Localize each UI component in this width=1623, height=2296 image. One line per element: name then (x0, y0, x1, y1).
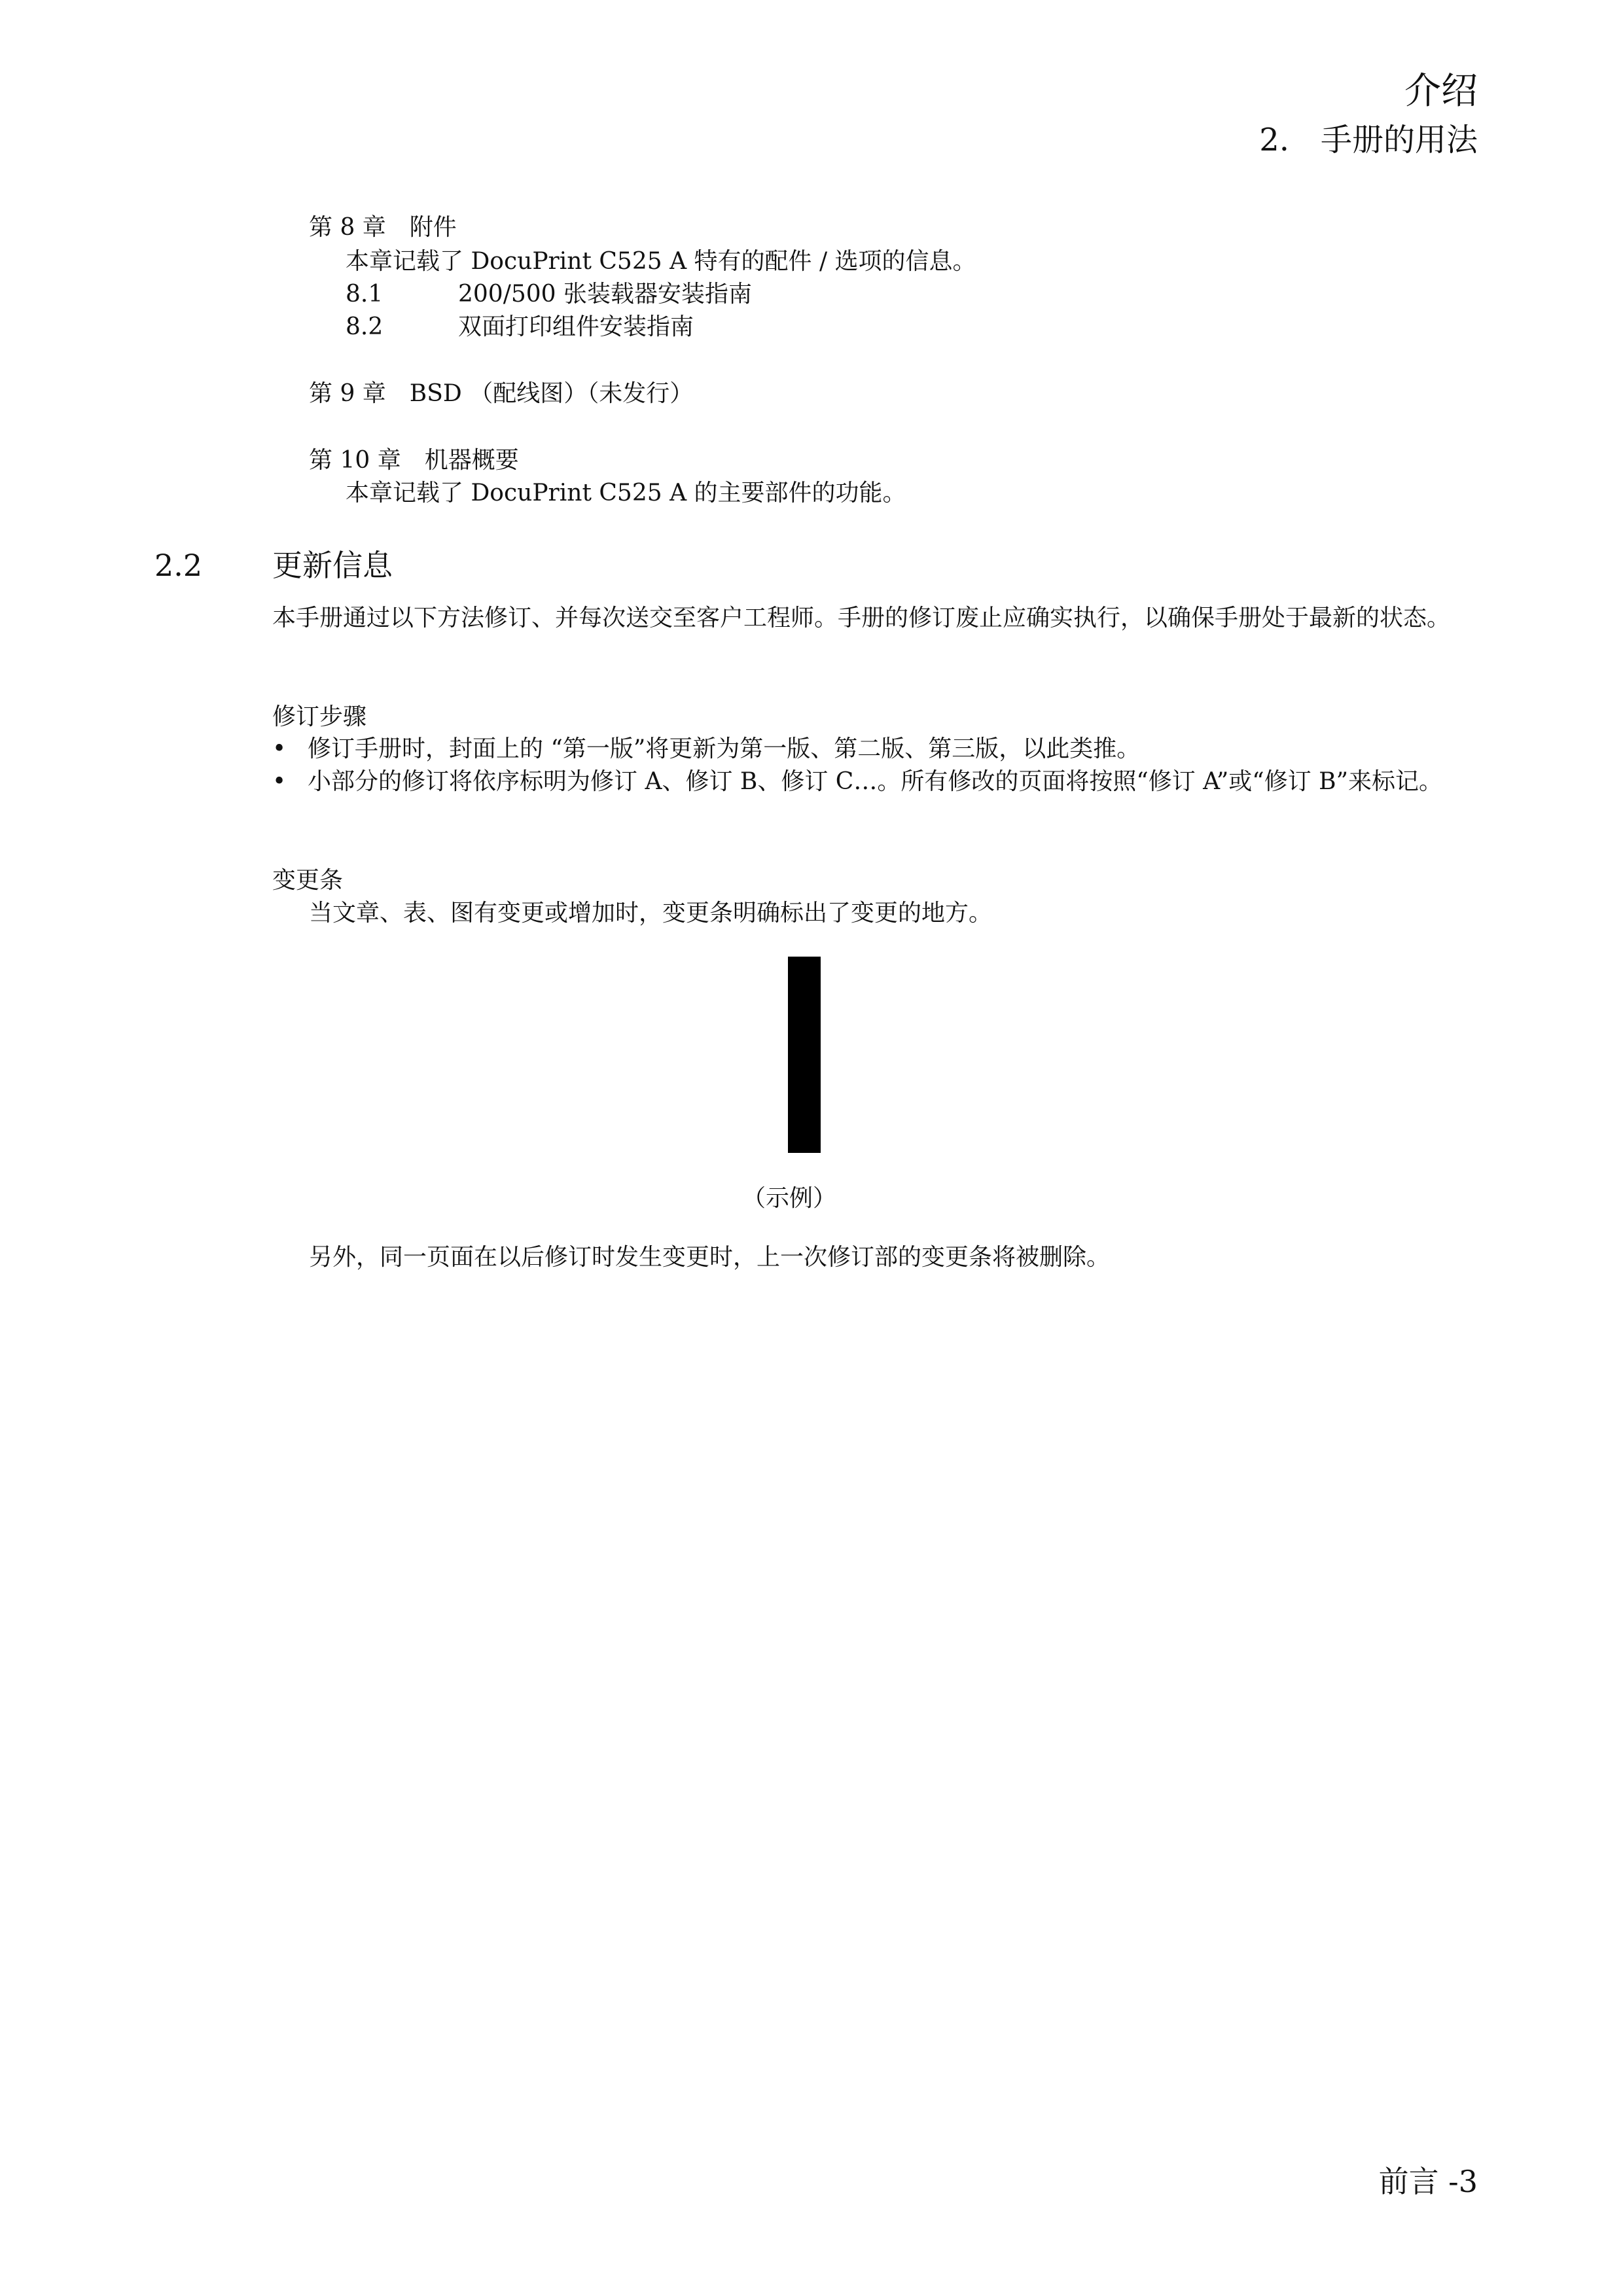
section-number: 2.2 (154, 548, 203, 583)
chapter-8-item-2-label: 双面打印组件安装指南 (458, 313, 694, 340)
bullet-item-1: 修订手册时，封面上的 “第一版”将更新为第一版、第二版、第三版，以此类推。 (308, 735, 1141, 762)
section-intro-paragraph: 本手册通过以下方法修订、并每次送交至客户工程师。手册的修订废止应确实执行，以确保手册处于最新的状态。 (272, 605, 1451, 631)
chapter-8-heading: 第 8 章 附件 (309, 214, 457, 241)
changebar-description: 当文章、表、图有变更或增加时，变更条明确标出了变更的地方。 (309, 900, 993, 927)
chapter-10-description: 本章记载了 DocuPrint C525 A 的主要部件的功能。 (346, 480, 906, 506)
section-subtitle: 2. 手册的用法 (1259, 122, 1478, 158)
section-title: 更新信息 (272, 548, 393, 583)
closing-paragraph: 另外，同一页面在以后修订时发生变更时，上一次修订部的变更条将被删除。 (309, 1244, 1111, 1271)
chapter-title: 介绍 (1404, 70, 1478, 113)
change-bar-example (788, 957, 821, 1153)
chapter-8-item-1-number: 8.1 (346, 281, 383, 308)
chapter-10-heading: 第 10 章 机器概要 (309, 447, 519, 474)
page-number: 前言 -3 (1378, 2164, 1478, 2199)
chapter-8-item-2-number: 8.2 (346, 313, 383, 340)
chapter-8-item-1-label: 200/500 张装载器安装指南 (458, 281, 752, 308)
bullet-item-2: 小部分的修订将依序标明为修订 A、修订 B、修订 C…。所有修改的页面将按照“修订 A”或“修订 B”来标记。 (308, 768, 1442, 795)
bullet-marker: • (272, 735, 287, 762)
changebar-heading: 变更条 (272, 867, 344, 894)
procedure-heading: 修订步骤 (272, 703, 367, 730)
chapter-9-heading: 第 9 章 BSD （配线图）（未发行） (309, 380, 694, 407)
bullet-marker: • (272, 768, 287, 795)
example-caption: （示例） (742, 1185, 837, 1212)
chapter-8-description: 本章记载了 DocuPrint C525 A 特有的配件 / 选项的信息。 (346, 248, 976, 275)
